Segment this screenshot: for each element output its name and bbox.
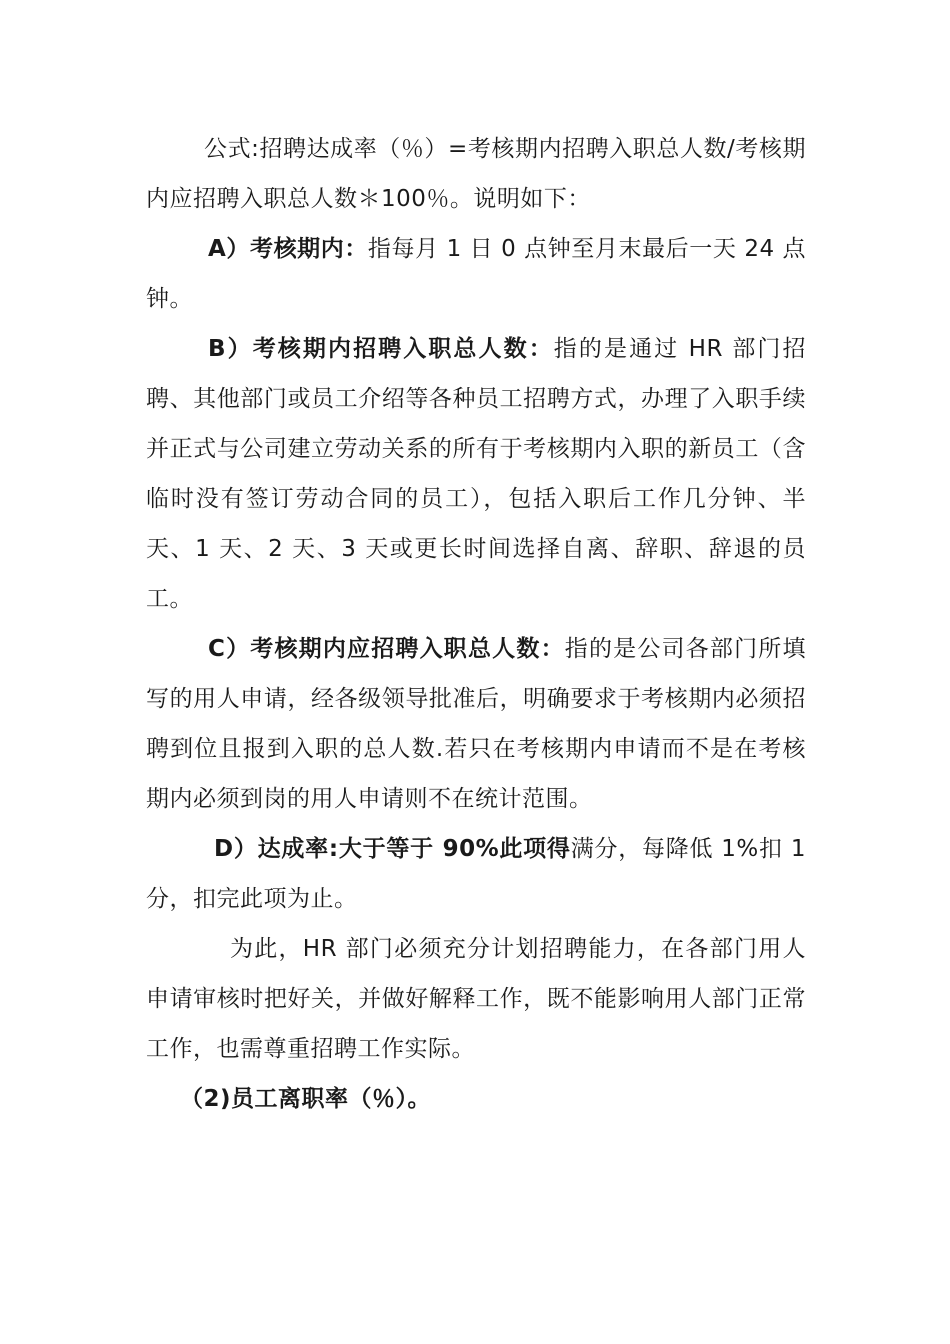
item-b-label: B）考核期内招聘入职总人数： xyxy=(208,336,554,362)
item-b-text: 指的是通过 HR 部门招聘、其他部门或员工介绍等各种员工招聘方式，办理了入职手续并正式与公司建立劳动关系的所有于考核期内入职的新员工（含临时没有签订劳动合同的员工），包括入职后工作几分钟、半天、1 天、2 天、3 天或更长时间选择自离、辞职、辞退的员工。 xyxy=(146,336,807,612)
item-a-paragraph xyxy=(146,224,806,324)
note-paragraph xyxy=(146,924,806,1074)
document-body xyxy=(146,124,806,1124)
item-b-paragraph xyxy=(146,324,806,624)
item-c-text: 指的是公司各部门所填写的用人申请，经各级领导批准后，明确要求于考核期内必须招聘到位且报到入职的总人数.若只在考核期内申请而不是在考核期内必须到岗的用人申请则不在统计范围。 xyxy=(146,636,806,812)
item-d-text: 满分，每降低 1%扣 1 分，扣完此项为止。 xyxy=(146,836,806,912)
item-d-label: D）达成率:大于等于 90%此项得 xyxy=(214,836,571,862)
item-a-label: A）考核期内： xyxy=(208,236,368,262)
note-text: 为此，HR 部门必须充分计划招聘能力，在各部门用人申请审核时把好关，并做好解释工作，既不能影响用人部门正常工作，也需尊重招聘工作实际。 xyxy=(146,936,806,1062)
formula-text: 公式:招聘达成率（％）=考核期内招聘入职总人数/考核期内应招聘入职总人数＊100％。说明如下： xyxy=(146,136,806,212)
formula-paragraph xyxy=(146,124,806,224)
item-c-label: C）考核期内应招聘入职总人数： xyxy=(208,636,565,662)
section-heading-text: （2)员工离职率（％）。 xyxy=(180,1086,432,1112)
item-c-paragraph xyxy=(146,624,806,824)
item-d-paragraph xyxy=(146,824,806,924)
item-a-text: 指每月 1 日 0 点钟至月末最后一天 24 点钟。 xyxy=(146,236,806,312)
section-heading xyxy=(146,1074,806,1124)
